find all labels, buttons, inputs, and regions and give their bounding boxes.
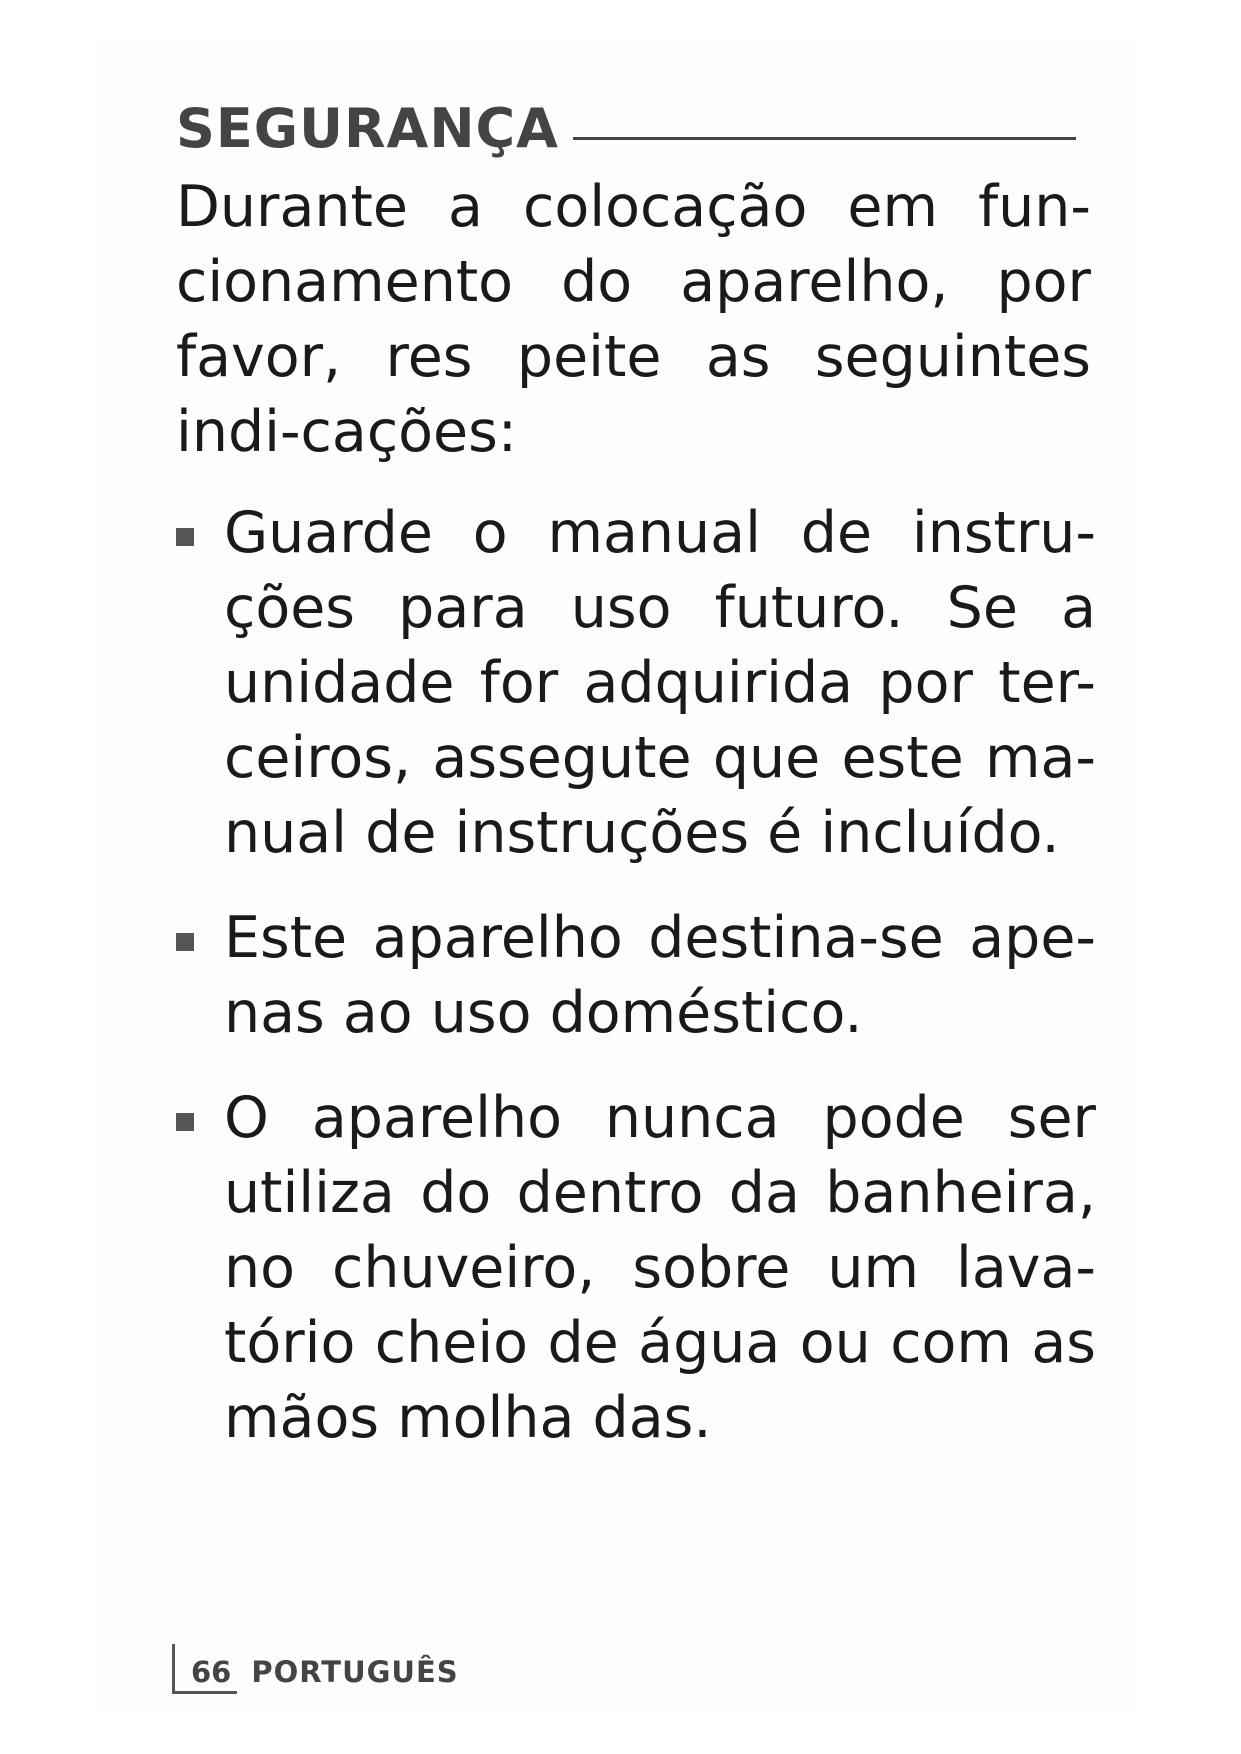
list-item [176,1081,1096,1456]
list-item [176,901,1096,1051]
section-heading: SEGURANÇA [176,97,559,160]
square-bullet-icon [176,933,194,951]
list-item-text: Guarde o manual de instru-ções para uso futuro. Se a unidade for adquirida por ter-ceiros, assegute que este ma-nual de instruções é incluído. [224,500,1096,866]
safety-list [176,496,1096,1486]
page-number: 66 [175,1658,237,1694]
square-bullet-icon [176,528,194,546]
square-bullet-icon [176,1113,194,1131]
heading-rule [573,137,1076,140]
section-header [176,76,1076,160]
intro-paragraph: Durante a colocação em fun-cionamento do aparelho, por favor, res peite as seguintes indi-cações: [176,174,1091,465]
list-item-text: O aparelho nunca pode ser utiliza do dentro da banheira, no chuveiro, sobre um lava-tório cheio de água ou com as mãos molha das. [224,1085,1096,1451]
list-item-text: Este aparelho destina-se ape-nas ao uso doméstico. [224,905,1096,1046]
list-item [176,496,1096,871]
page-footer [172,1642,459,1694]
footer-language: PORTUGUÊS [251,1655,459,1689]
